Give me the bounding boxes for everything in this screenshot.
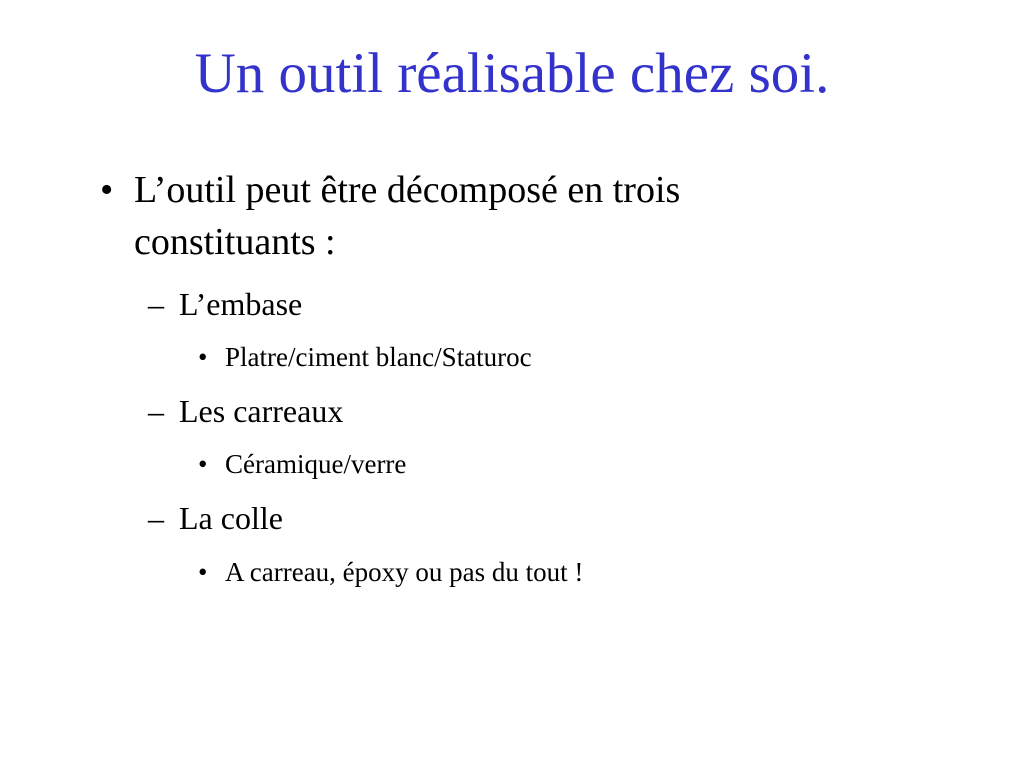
bullet-item-level1 [134, 164, 680, 268]
bullet-item-level2: Les carreaux [179, 393, 344, 429]
bullet-item-level3: Céramique/verre [225, 449, 407, 479]
bullet-marker-level3: • [198, 342, 208, 372]
bullet-marker-level2: – [148, 500, 164, 536]
bullet-marker-level2: – [148, 286, 164, 322]
bullet-marker-level2: – [148, 393, 164, 429]
slide-title: Un outil réalisable chez soi. [194, 42, 830, 105]
bullet-item-level2: La colle [179, 500, 283, 536]
bullet-marker-level3: • [198, 449, 208, 479]
bullet-marker-level3: • [198, 557, 208, 587]
bullet-item-level3: Platre/ciment blanc/Staturoc [225, 342, 532, 372]
bullet-item-line2: constituants : [134, 221, 336, 263]
bullet-item-level3: A carreau, époxy ou pas du tout ! [225, 557, 584, 587]
bullet-marker-level1: • [100, 169, 114, 211]
bullet-item-level2: L’embase [179, 286, 303, 322]
bullet-item-line1: L’outil peut être décomposé en trois [134, 169, 681, 211]
